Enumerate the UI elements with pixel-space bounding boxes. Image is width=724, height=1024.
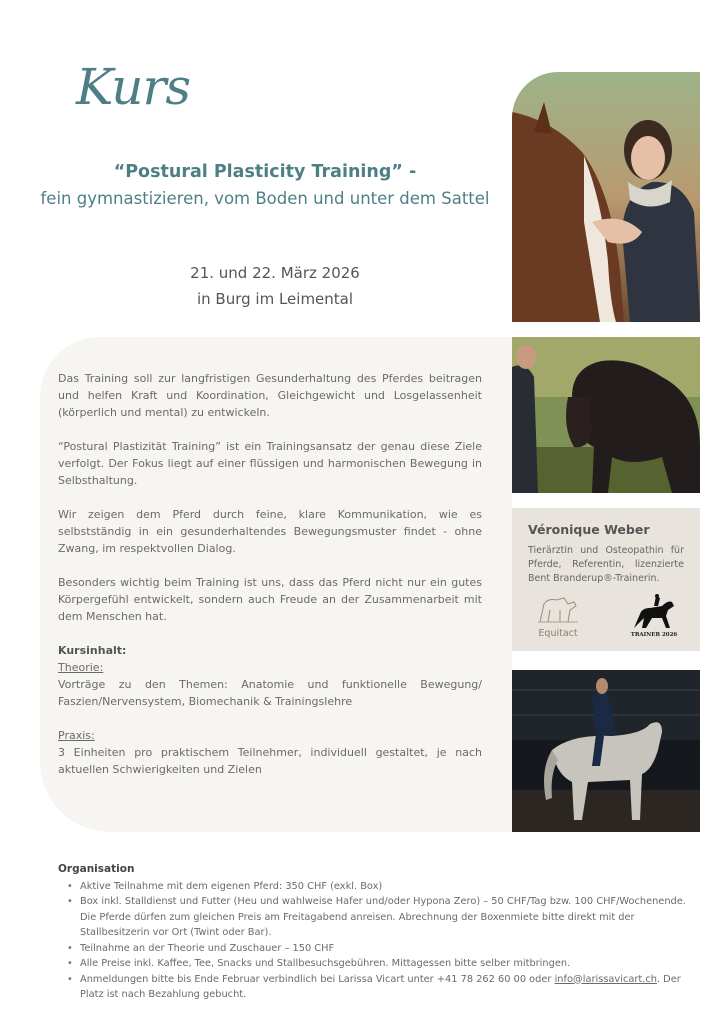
email-link[interactable]: info@larissavicart.ch [554, 973, 657, 985]
course-description [58, 370, 482, 795]
praxis-text: 3 Einheiten pro praktischem Teilnehmer, individuell gestaltet, je nach aktuellen Schwierigkeiten und Zielen [58, 746, 482, 776]
list-item [58, 972, 698, 1003]
trainer-description: Tierärztin und Osteopathin für Pferde, Referentin, lizenzierte Bent Branderup®-Trainerin. [528, 545, 684, 584]
description-paragraph-3: Wir zeigen dem Pferd durch feine, klare Kommunikation, wie es selbstständig in ein gesunderhaltendes Bewegungsmuster findet - ohne Zwang, im respektvollen Dialog. [58, 508, 482, 555]
trainer-profile [512, 508, 700, 651]
description-paragraph-1: Das Training soll zur langfristigen Gesunderhaltung des Pferdes beitragen und helfen Kraft und Koordination, Gleichgewicht und Losgelassenheit (körperlich und mental) zu entwickeln. [58, 372, 482, 419]
organisation-list [58, 879, 698, 1003]
registration-suffix: . Der Platz ist nach Bezahlung gebucht. [80, 973, 681, 1000]
logos [528, 594, 684, 646]
description-paragraph-4: Besonders wichtig beim Training ist uns, dass das Pferd nicht nur ein gutes Körpergefühl entwickelt, sondern auch Freude an der Zusammenarbeit mit dem Menschen hat. [58, 576, 482, 623]
trainer-name: Véronique Weber [528, 522, 650, 537]
course-subtitle: fein gymnastizieren, vom Boden und unter dem Sattel [40, 189, 490, 208]
organisation-section [58, 862, 698, 1003]
organisation-heading: Organisation [58, 863, 135, 875]
equitact-logo [528, 594, 588, 646]
list-item: • Box inkl. Stalldienst und Futter (Heu und wahlweise Hafer und/oder Hypona Zero) – 50 CHF/Tag bzw. 100 CHF/Wochenende. Die Pferde dürfen zum gleichen Preis am Freitagabend anreisen. Abrechnung der Boxenmiete bitte direkt mit der Stallbesitzerin vor Ort (Twint oder Bar). [58, 894, 698, 941]
kursinhalt-heading: Kursinhalt: [58, 644, 127, 657]
description-paragraph-2: “Postural Plastizität Training” ist ein Trainingsansatz der genau diese Ziele verfolgt. Der Fokus liegt auf einer flüssigen und harmonischen Bewegung in Selbsthaltung. [58, 440, 482, 487]
list-item: • Aktive Teilnahme mit dem eigenen Pferd: 350 CHF (exkl. Box) [58, 879, 698, 895]
list-item: • Teilnahme an der Theorie und Zuschauer – 150 CHF [58, 941, 698, 957]
course-location: in Burg im Leimental [196, 290, 354, 308]
kurs-heading: Kurs [76, 58, 191, 116]
photo-rider-grey-horse [512, 670, 700, 832]
theorie-text: Vorträge zu den Themen: Anatomie und funktionelle Bewegung/ Faszien/Nervensystem, Biomechanik & Trainingslehre [58, 678, 482, 708]
course-date: 21. und 22. März 2026 [190, 264, 360, 282]
list-item: • Alle Preise inkl. Kaffee, Tee, Snacks und Stallbesuchsgebühren. Mittagessen bitte selber mitbringen. [58, 956, 698, 972]
course-title: “Postural Plasticity Training” - [113, 162, 417, 182]
photo-person-with-dark-horse [512, 337, 700, 493]
date-location [20, 260, 530, 312]
trainer-2026-text: TRAINER 2026 [630, 632, 678, 638]
trainer-2026-logo [624, 594, 684, 646]
registration-text: Anmeldungen bitte bis Ende Februar verbindlich bei Larissa Vicart unter +41 78 262 60 00 oder [80, 973, 555, 985]
praxis-label: Praxis: [58, 729, 95, 742]
equitact-logo-text: Equitact [538, 628, 578, 639]
photo-woman-with-horse [512, 72, 700, 322]
theorie-label: Theorie: [58, 661, 104, 674]
